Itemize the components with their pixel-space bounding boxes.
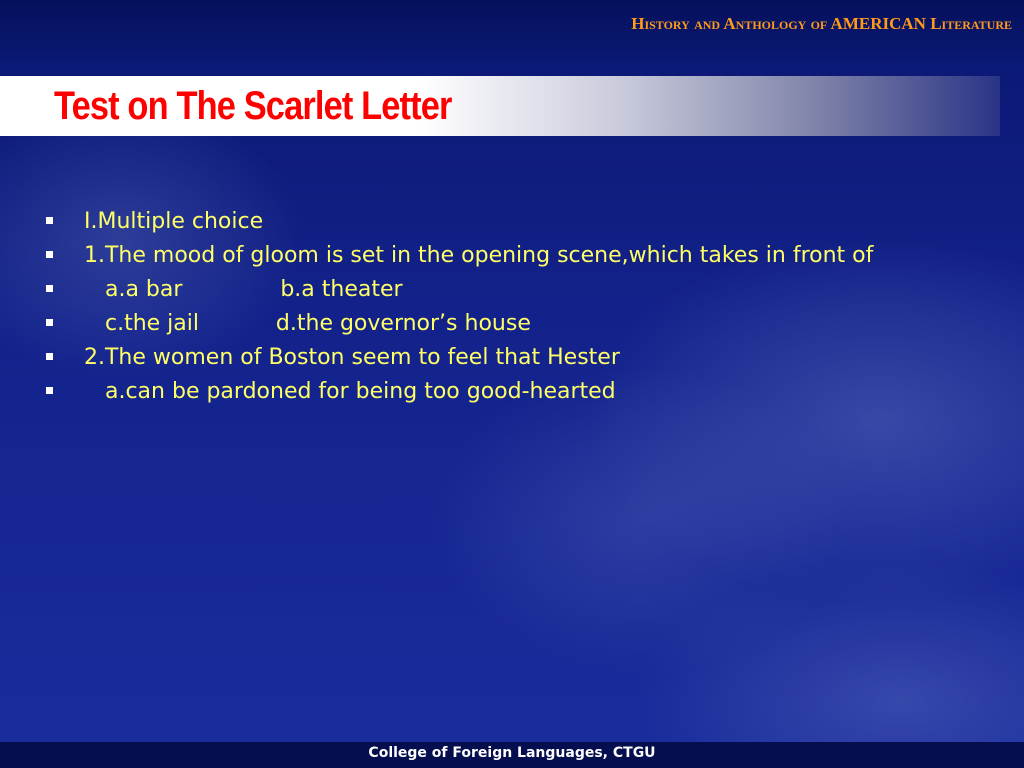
course-title: History and Anthology of AMERICAN Literature [631,14,1012,33]
square-bullet-icon [44,378,84,405]
square-bullet-icon [44,208,84,235]
square-bullet-icon [44,276,84,303]
slide-title: Test on The Scarlet Letter [54,84,452,128]
list-item [44,344,994,371]
list-item [44,378,994,405]
footer-text: College of Foreign Languages, CTGU [368,745,656,761]
header-band [0,0,1024,70]
square-bullet-icon [44,310,84,337]
bullet-text: I.Multiple choice [84,209,264,234]
list-item [44,208,994,235]
bullet-text: a.a bar b.a theater [84,277,403,302]
bullet-text: 2.The women of Boston seem to feel that Hester [84,345,620,370]
bullet-text: c.the jail d.the governor’s house [84,311,531,336]
square-bullet-icon [44,242,84,269]
bullet-list [44,208,994,412]
list-item [44,276,994,303]
list-item [44,310,994,337]
bullet-text: a.can be pardoned for being too good-hearted [84,379,616,404]
footer-bar [0,742,1024,768]
list-item [44,242,994,269]
bullet-text: 1.The mood of gloom is set in the opening scene,which takes in front of [84,243,874,268]
square-bullet-icon [44,344,84,371]
